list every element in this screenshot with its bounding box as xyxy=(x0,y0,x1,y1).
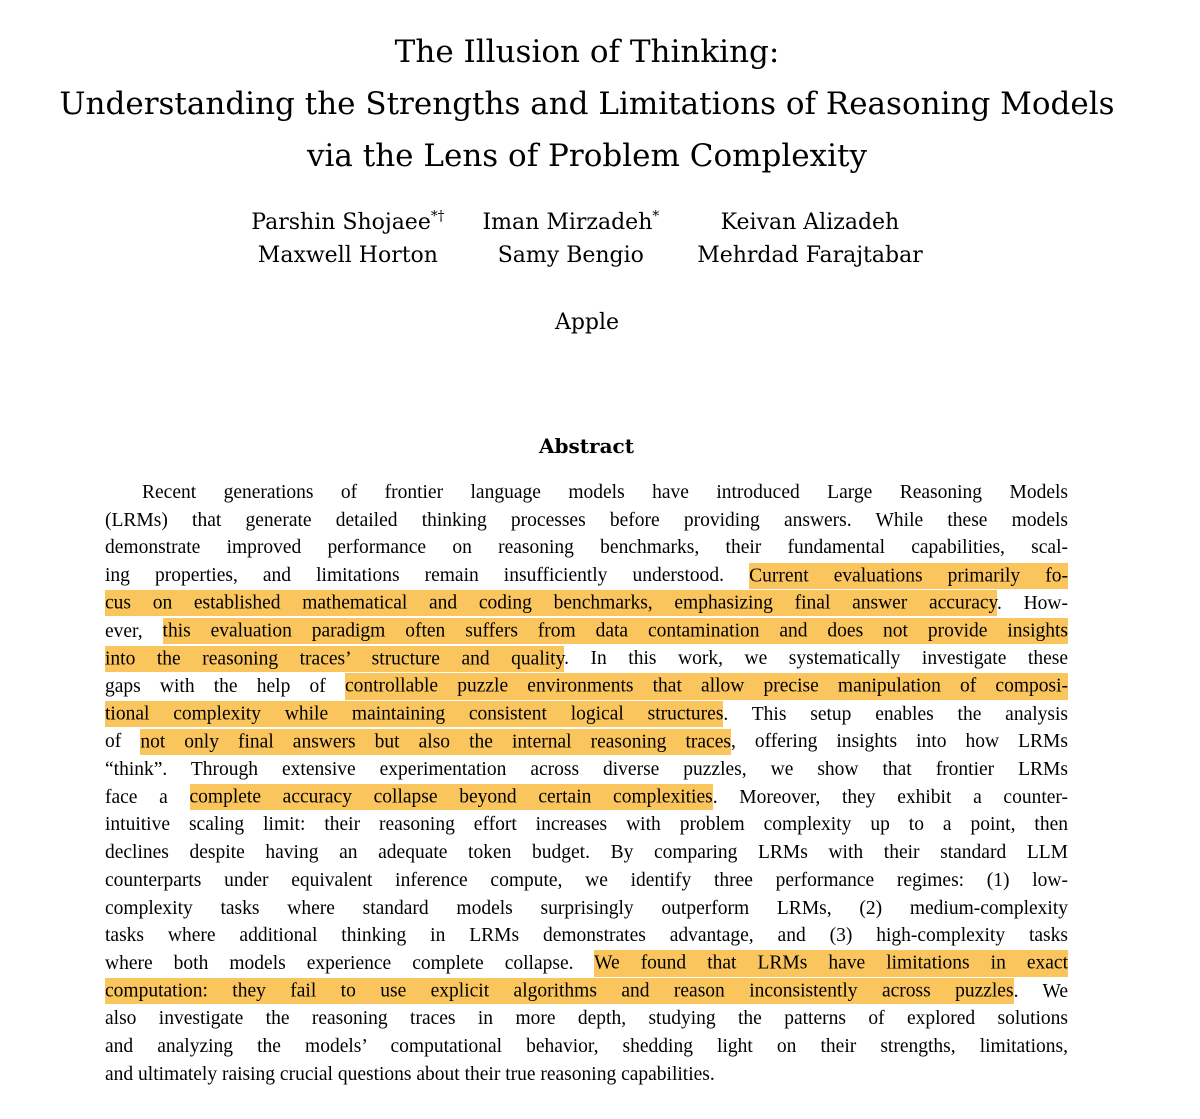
highlighted-text: not only final answers but also the internal reasoning traces xyxy=(140,729,731,755)
abstract-line xyxy=(105,756,1068,784)
title-line: via the Lens of Problem Complexity xyxy=(307,138,867,174)
highlighted-text: controllable puzzle environments that allow precise manipulation of composi- xyxy=(345,673,1068,699)
abstract-text: . Moreover, they exhibit a counter- xyxy=(712,786,1069,808)
abstract-line xyxy=(105,784,1068,812)
abstract-text: , offering insights into how LRMs xyxy=(730,731,1068,753)
abstract-line xyxy=(105,728,1068,756)
abstract-text: ever, xyxy=(105,620,163,642)
highlighted-text: tional complexity while maintaining consistent logical structures xyxy=(105,701,723,727)
abstract-text: declines despite having an adequate token budget. By comparing LRMs with their standard LLM xyxy=(105,842,1068,864)
author-name: Samy Bengio xyxy=(497,243,644,268)
abstract-text: . We xyxy=(1013,980,1068,1002)
abstract-text: of xyxy=(105,731,141,753)
abstract-line xyxy=(105,922,1068,950)
abstract-text: and ultimately raising crucial questions about their true reasoning capabilities. xyxy=(105,1063,715,1085)
abstract-text: tasks where additional thinking in LRMs demonstrates advantage, and (3) high-complexity tasks xyxy=(105,925,1068,947)
highlighted-text: this evaluation paradigm often suffers from data contamination and does not provide insights xyxy=(163,618,1068,644)
abstract-text: and analyzing the models’ computational behavior, shedding light on their strengths, limitations, xyxy=(105,1036,1068,1058)
affiliation: Apple xyxy=(554,310,620,335)
abstract-line xyxy=(105,534,1068,562)
abstract-text: gaps with the help of xyxy=(105,675,345,697)
abstract-line xyxy=(105,978,1068,1006)
abstract-text: intuitive scaling limit: their reasoning effort increases with problem complexity up to a point, then xyxy=(105,814,1068,836)
abstract-line xyxy=(105,618,1068,646)
abstract-text: . In this work, we systematically investigate these xyxy=(564,648,1068,670)
author-name: Mehrdad Farajtabar xyxy=(697,243,923,268)
abstract-line xyxy=(105,950,1068,978)
abstract-line xyxy=(105,673,1068,701)
author-block xyxy=(0,206,1174,272)
author-name: Parshin Shojaee*† xyxy=(251,208,445,235)
abstract-line xyxy=(105,811,1068,839)
paper-title xyxy=(0,0,1174,182)
abstract-text: where both models experience complete collapse. xyxy=(105,952,595,974)
abstract-text: complexity tasks where standard models surprisingly outperform LRMs, (2) medium-complexity xyxy=(105,897,1068,919)
abstract-line xyxy=(105,590,1068,618)
abstract-text: . This setup enables the analysis xyxy=(723,703,1069,725)
author-footnote-mark: * xyxy=(652,208,660,225)
abstract-text: demonstrate improved performance on reasoning benchmarks, their fundamental capabilities, scal- xyxy=(105,537,1068,559)
author-name: Keivan Alizadeh xyxy=(720,210,900,235)
abstract-line xyxy=(105,562,1068,590)
author-name: Maxwell Horton xyxy=(257,243,438,268)
abstract-line xyxy=(105,1033,1068,1061)
abstract-text: ing properties, and limitations remain insufficiently understood. xyxy=(105,565,750,587)
abstract-text: face a xyxy=(105,786,190,808)
abstract-line xyxy=(105,895,1068,923)
abstract-text: also investigate the reasoning traces in more depth, studying the patterns of explored solutions xyxy=(105,1008,1068,1030)
author-name: Iman Mirzadeh* xyxy=(482,208,660,235)
abstract-line xyxy=(105,701,1068,729)
abstract-line xyxy=(105,645,1068,673)
abstract-body xyxy=(105,479,1068,1088)
abstract-heading: Abstract xyxy=(539,434,634,458)
abstract-text: (LRMs) that generate detailed thinking processes before providing answers. While these models xyxy=(105,509,1068,531)
abstract-line xyxy=(105,1005,1068,1033)
abstract-line xyxy=(105,1061,1068,1089)
highlighted-text: Current evaluations primarily fo- xyxy=(749,563,1068,589)
abstract-text: Recent generations of frontier language models have introduced Large Reasoning Models xyxy=(142,482,1068,503)
abstract-line xyxy=(105,839,1068,867)
abstract-text: . How- xyxy=(997,592,1068,614)
title-line: The Illusion of Thinking: xyxy=(394,34,780,70)
title-line: Understanding the Strengths and Limitations of Reasoning Models xyxy=(59,86,1115,122)
highlighted-text: into the reasoning traces’ structure and quality xyxy=(105,646,564,672)
highlighted-text: We found that LRMs have limitations in exact xyxy=(594,950,1068,976)
highlighted-text: cus on established mathematical and coding benchmarks, emphasizing final answer accuracy xyxy=(105,590,997,616)
abstract-text: counterparts under equivalent inference compute, we identify three performance regimes: (1) low- xyxy=(105,869,1068,891)
highlighted-text: complete accuracy collapse beyond certain complexities xyxy=(190,784,713,810)
abstract-text: “think”. Through extensive experimentation across diverse puzzles, we show that frontier LRMs xyxy=(105,759,1068,781)
abstract-line xyxy=(105,507,1068,535)
highlighted-text: computation: they fail to use explicit algorithms and reason inconsistently across puzzles xyxy=(105,978,1014,1004)
author-footnote-mark: *† xyxy=(430,208,445,225)
abstract-line xyxy=(105,867,1068,895)
abstract-line xyxy=(105,479,1068,507)
